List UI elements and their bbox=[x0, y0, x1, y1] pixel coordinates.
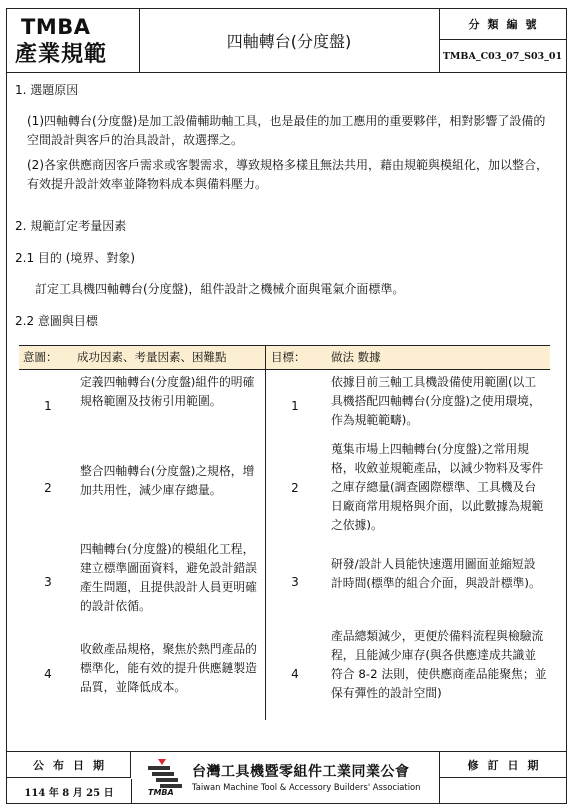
section2-1-text: 訂定工具機四軸轉台(分度盤)，組件設計之機械介面與電氣介面標準。 bbox=[35, 282, 405, 296]
row2-right-number: 2 bbox=[291, 481, 299, 495]
row1-left-number: 1 bbox=[44, 399, 52, 413]
row4-goal-text: 產品總類減少，更便於備料流程與檢驗流程，且能減少庫存(與各供應達成共識並符合 8-2 法則，使供應商產品能聚焦；並保有彈性的設計空間) bbox=[331, 629, 547, 700]
row3-intent-text: 四軸轉台(分度盤)的模組化工程，建立標準圖面資料，避免設計錯誤產生問題，且提供設計人員更明確的設計依循。 bbox=[80, 542, 257, 613]
section1-paragraph-2: (2)各家供應商因客戶需求或客製需求，導致規格多樣且無法共用，藉由規範與模組化，加以整合，有效提升設計效率並降物料成本與備料壓力。 bbox=[27, 158, 549, 191]
header-intent-desc: 成功因素、考量因素、困難點 bbox=[77, 350, 227, 364]
row3-left-number: 3 bbox=[44, 575, 52, 589]
row3-right-number: 3 bbox=[291, 575, 299, 589]
classification-code: TMBA_C03_07_S03_01 bbox=[442, 50, 563, 62]
document-frame bbox=[6, 8, 567, 804]
row4-left-number: 4 bbox=[44, 667, 52, 681]
association-block bbox=[132, 752, 440, 804]
tmba-logo bbox=[7, 9, 140, 72]
row2-left-number: 2 bbox=[44, 481, 52, 495]
table-divider bbox=[265, 345, 266, 720]
document-header bbox=[7, 9, 566, 73]
row3-goal-text: 研發/設計人員能快速選用圖面並縮短設計時間(標準的組合介面，與設計標準)。 bbox=[331, 557, 541, 590]
logo-line1: TMBA bbox=[21, 15, 91, 39]
publish-date-label: 公布日期 bbox=[7, 752, 131, 778]
section2-1-heading: 2.1 目的 (境界、對象) bbox=[15, 251, 136, 265]
tmba-mark-text: TMBA bbox=[148, 788, 174, 797]
header-goal-label: 目標： bbox=[271, 350, 306, 364]
revision-date-value bbox=[440, 779, 566, 804]
revision-date-label: 修訂日期 bbox=[440, 752, 566, 778]
row4-right-number: 4 bbox=[291, 667, 299, 681]
tmba-mark-icon bbox=[146, 756, 186, 790]
association-name-en: Taiwan Machine Tool & Accessory Builders' Association bbox=[192, 782, 421, 792]
row1-intent-text: 定義四軸轉台(分度盤)組件的明確規格範圍及技術引用範圍。 bbox=[80, 375, 255, 408]
row2-intent-text: 整合四軸轉台(分度盤)之規格，增加共用性，減少庫存總量。 bbox=[80, 464, 255, 497]
section2-heading: 2. 規範訂定考量因素 bbox=[15, 219, 127, 233]
publish-date-value: 114 年 8 月 25 日 bbox=[7, 779, 132, 804]
association-name-zh: 台灣工具機暨零組件工業同業公會 bbox=[192, 764, 410, 780]
logo-line2: 產業規範 bbox=[15, 42, 108, 67]
header-goal-desc: 做法 數據 bbox=[331, 350, 381, 364]
document-footer bbox=[7, 751, 566, 804]
document-title: 四軸轉台(分度盤) bbox=[139, 9, 440, 72]
classification-label: 分類編號 bbox=[439, 9, 566, 40]
row1-goal-text: 依據目前三軸工具機設備使用範圍(以工具機搭配四軸轉台(分度盤)之使用環境，作為規範範疇)。 bbox=[331, 375, 541, 427]
section1-paragraph-1: (1)四軸轉台(分度盤)是加工設備輔助軸工具，也是最佳的加工應用的重要夥伴，相對影響了設備的空間設計與客戶的治具設計，故選擇之。 bbox=[27, 114, 546, 147]
row4-intent-text: 收斂產品規格，聚焦於熱門產品的標準化，能有效的提升供應鏈製造品質，並降低成本。 bbox=[80, 642, 257, 694]
table-header-row bbox=[19, 345, 550, 370]
header-intent-label: 意圖： bbox=[23, 350, 58, 364]
section1-heading: 1. 選題原因 bbox=[15, 83, 79, 97]
section2-2-heading: 2.2 意圖與目標 bbox=[15, 314, 98, 328]
row1-right-number: 1 bbox=[291, 399, 299, 413]
row2-goal-text: 蒐集市場上四軸轉台(分度盤)之常用規格，收斂並規範產品，以減少物料及零件之庫存總量(調查國際標準、工具機及台日廠商常用規格與介面，以此數據為規範之依據)。 bbox=[331, 442, 544, 532]
